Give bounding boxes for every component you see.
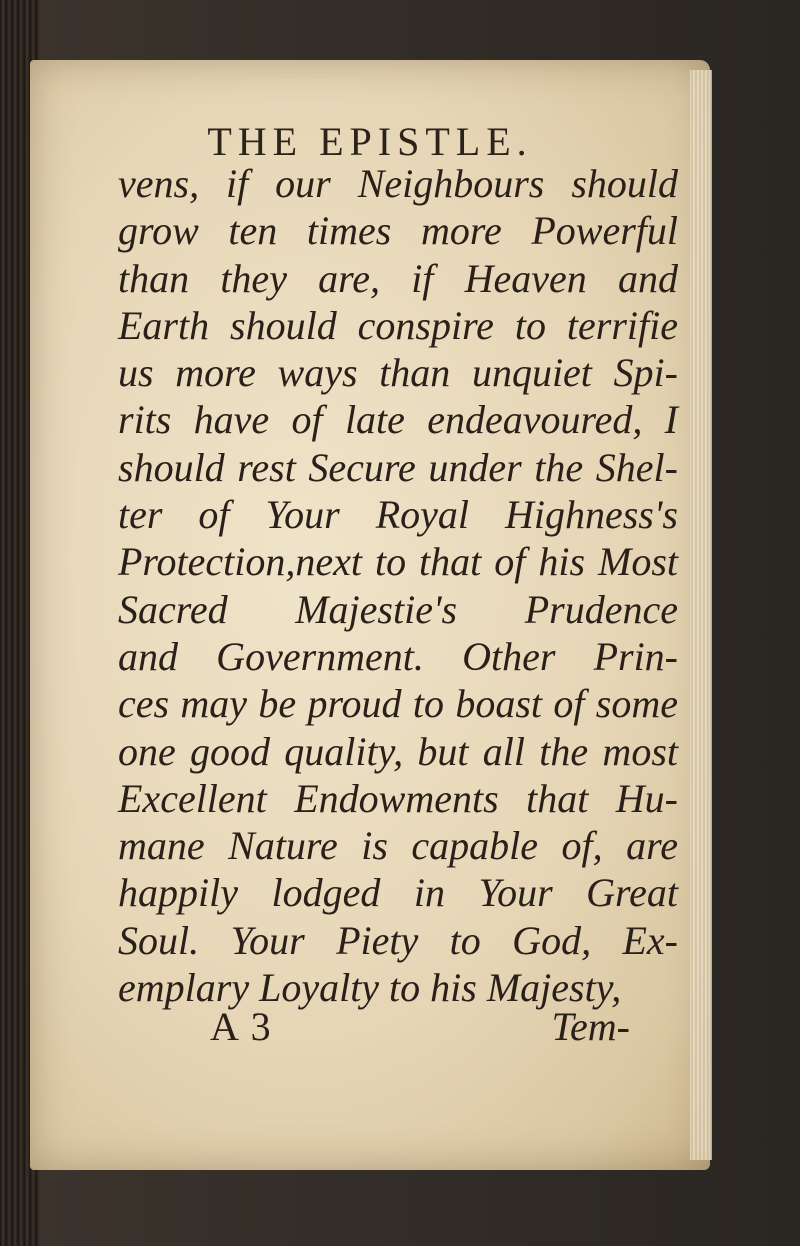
body-text	[118, 160, 678, 1011]
signature-mark: A 3	[210, 1004, 273, 1049]
text-line: Protection,next to that of his Most	[118, 539, 678, 585]
text-line: Soul. Your Piety to God, Ex-	[118, 917, 678, 963]
text-line: grow ten times more Powerful	[118, 208, 678, 254]
text-line: emplary Loyalty to his Majesty,	[118, 965, 622, 1011]
text-line: ces may be proud to boast of some	[118, 681, 678, 727]
text-line: Earth should conspire to terrifie	[118, 302, 678, 348]
text-line: Excellent Endowments that Hu-	[118, 775, 678, 821]
text-line: happily lodged in Your Great	[118, 870, 678, 916]
text-line: ter of Your Royal Highness's	[118, 492, 678, 538]
text-line: vens, if our Neighbours should	[118, 161, 678, 206]
text-line: Sacred Majestie's Prudence	[118, 586, 678, 632]
page-footer	[210, 1003, 630, 1050]
text-line: rits have of late endeavoured, I	[118, 397, 678, 443]
text-line: mane Nature is capable of, are	[118, 823, 678, 869]
text-line: and Government. Other Prin-	[118, 633, 678, 679]
text-line: than they are, if Heaven and	[118, 255, 678, 301]
text-line: us more ways than unquiet Spi-	[118, 350, 678, 396]
text-line: should rest Secure under the Shel-	[118, 444, 678, 490]
running-head: THE EPISTLE.	[207, 119, 533, 164]
text-line: one good quality, but all the most	[118, 728, 678, 774]
catchword: Tem-	[551, 1004, 630, 1049]
page-fore-edge	[690, 70, 712, 1160]
